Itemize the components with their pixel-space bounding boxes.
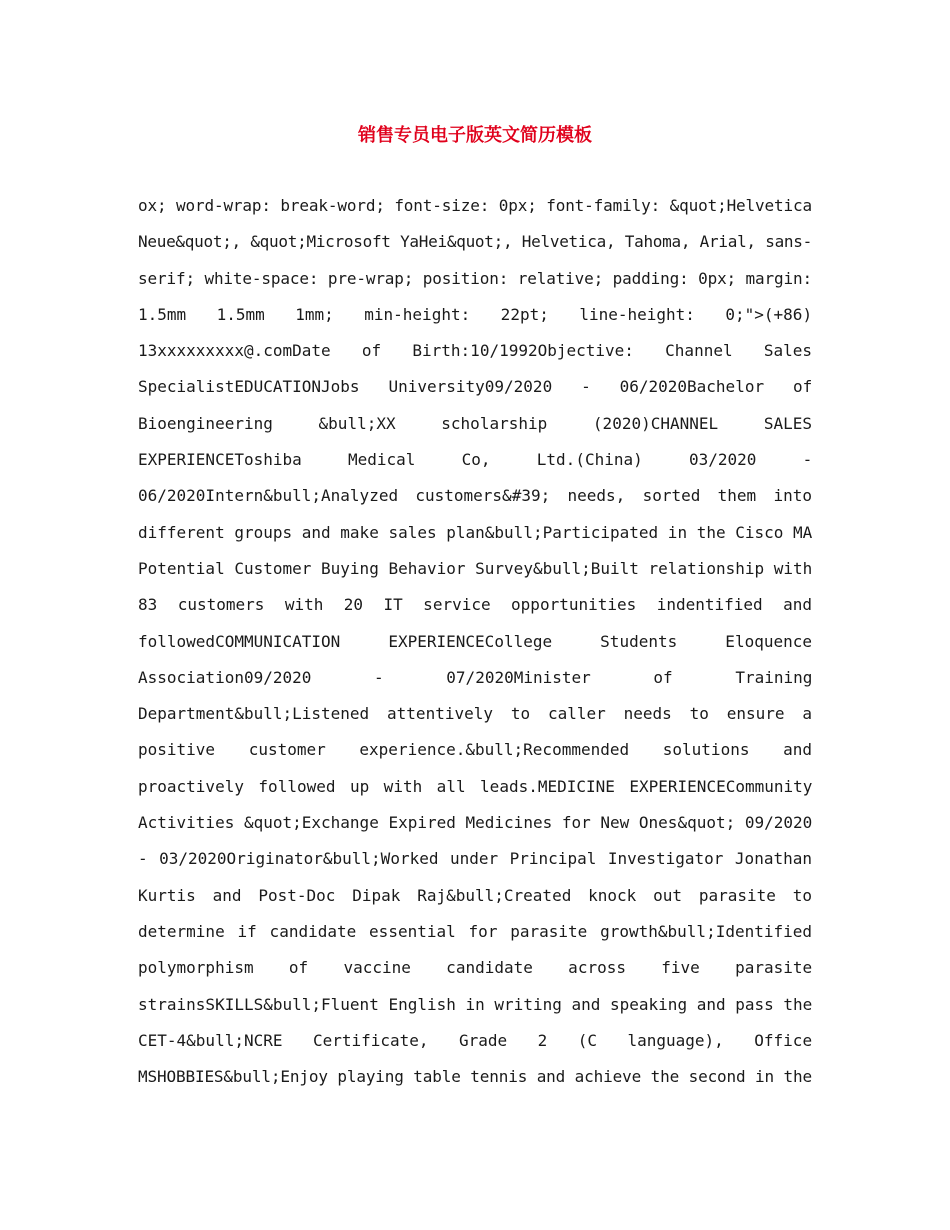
body-line: - 03/2020Originator&bull;Worked under Principal Investigator Jonathan — [138, 849, 812, 869]
body-line: Neue&quot;, &quot;Microsoft YaHei&quot;, Helvetica, Tahoma, Arial, sans- — [138, 232, 812, 252]
body-line: positive customer experience.&bull;Recommended solutions and — [138, 740, 812, 760]
body-line: 83 customers with 20 IT service opportunities indentified and — [138, 595, 812, 615]
body-line: CET-4&bull;NCRE Certificate, Grade 2 (C language), Office — [138, 1030, 812, 1050]
body-line: MSHOBBIES&bull;Enjoy playing table tennis and achieve the second in the — [138, 1067, 812, 1087]
body-line: 13xxxxxxxxx@.comDate of Birth:10/1992Objective: Channel Sales — [138, 341, 812, 361]
body-line: Bioengineering &bull;XX scholarship (2020)CHANNEL SALES — [138, 413, 812, 433]
document-body — [138, 188, 812, 1095]
body-line: 06/2020Intern&bull;Analyzed customers&#39; needs, sorted them into — [138, 486, 812, 506]
body-line: serif; white-space: pre-wrap; position: relative; padding: 0px; margin: — [138, 268, 812, 288]
body-line: 1.5mm 1.5mm 1mm; min-height: 22pt; line-height: 0;">(+86) — [138, 304, 812, 324]
body-line: Kurtis and Post-Doc Dipak Raj&bull;Created knock out parasite to — [138, 885, 812, 905]
body-line: polymorphism of vaccine candidate across five parasite — [138, 958, 812, 978]
body-line: Department&bull;Listened attentively to caller needs to ensure a — [138, 704, 812, 724]
body-line: Activities &quot;Exchange Expired Medicines for New Ones&quot; 09/2020 — [138, 813, 812, 833]
body-line: EXPERIENCEToshiba Medical Co, Ltd.(China) 03/2020 - — [138, 450, 812, 470]
body-line: ox; word-wrap: break-word; font-size: 0px; font-family: &quot;Helvetica — [138, 196, 812, 215]
body-line: proactively followed up with all leads.MEDICINE EXPERIENCECommunity — [138, 776, 812, 796]
body-line: followedCOMMUNICATION EXPERIENCECollege Students Eloquence — [138, 631, 812, 651]
body-line: Association09/2020 - 07/2020Minister of Training — [138, 667, 812, 687]
body-line: determine if candidate essential for parasite growth&bull;Identified — [138, 921, 812, 941]
body-line: different groups and make sales plan&bull;Participated in the Cisco MA — [138, 522, 812, 542]
body-line: SpecialistEDUCATIONJobs University09/2020 - 06/2020Bachelor of — [138, 377, 812, 397]
body-line: strainsSKILLS&bull;Fluent English in writing and speaking and pass the — [138, 994, 812, 1014]
document-title: 销售专员电子版英文简历模板 — [358, 125, 592, 146]
body-line: Potential Customer Buying Behavior Survey&bull;Built relationship with — [138, 558, 812, 578]
